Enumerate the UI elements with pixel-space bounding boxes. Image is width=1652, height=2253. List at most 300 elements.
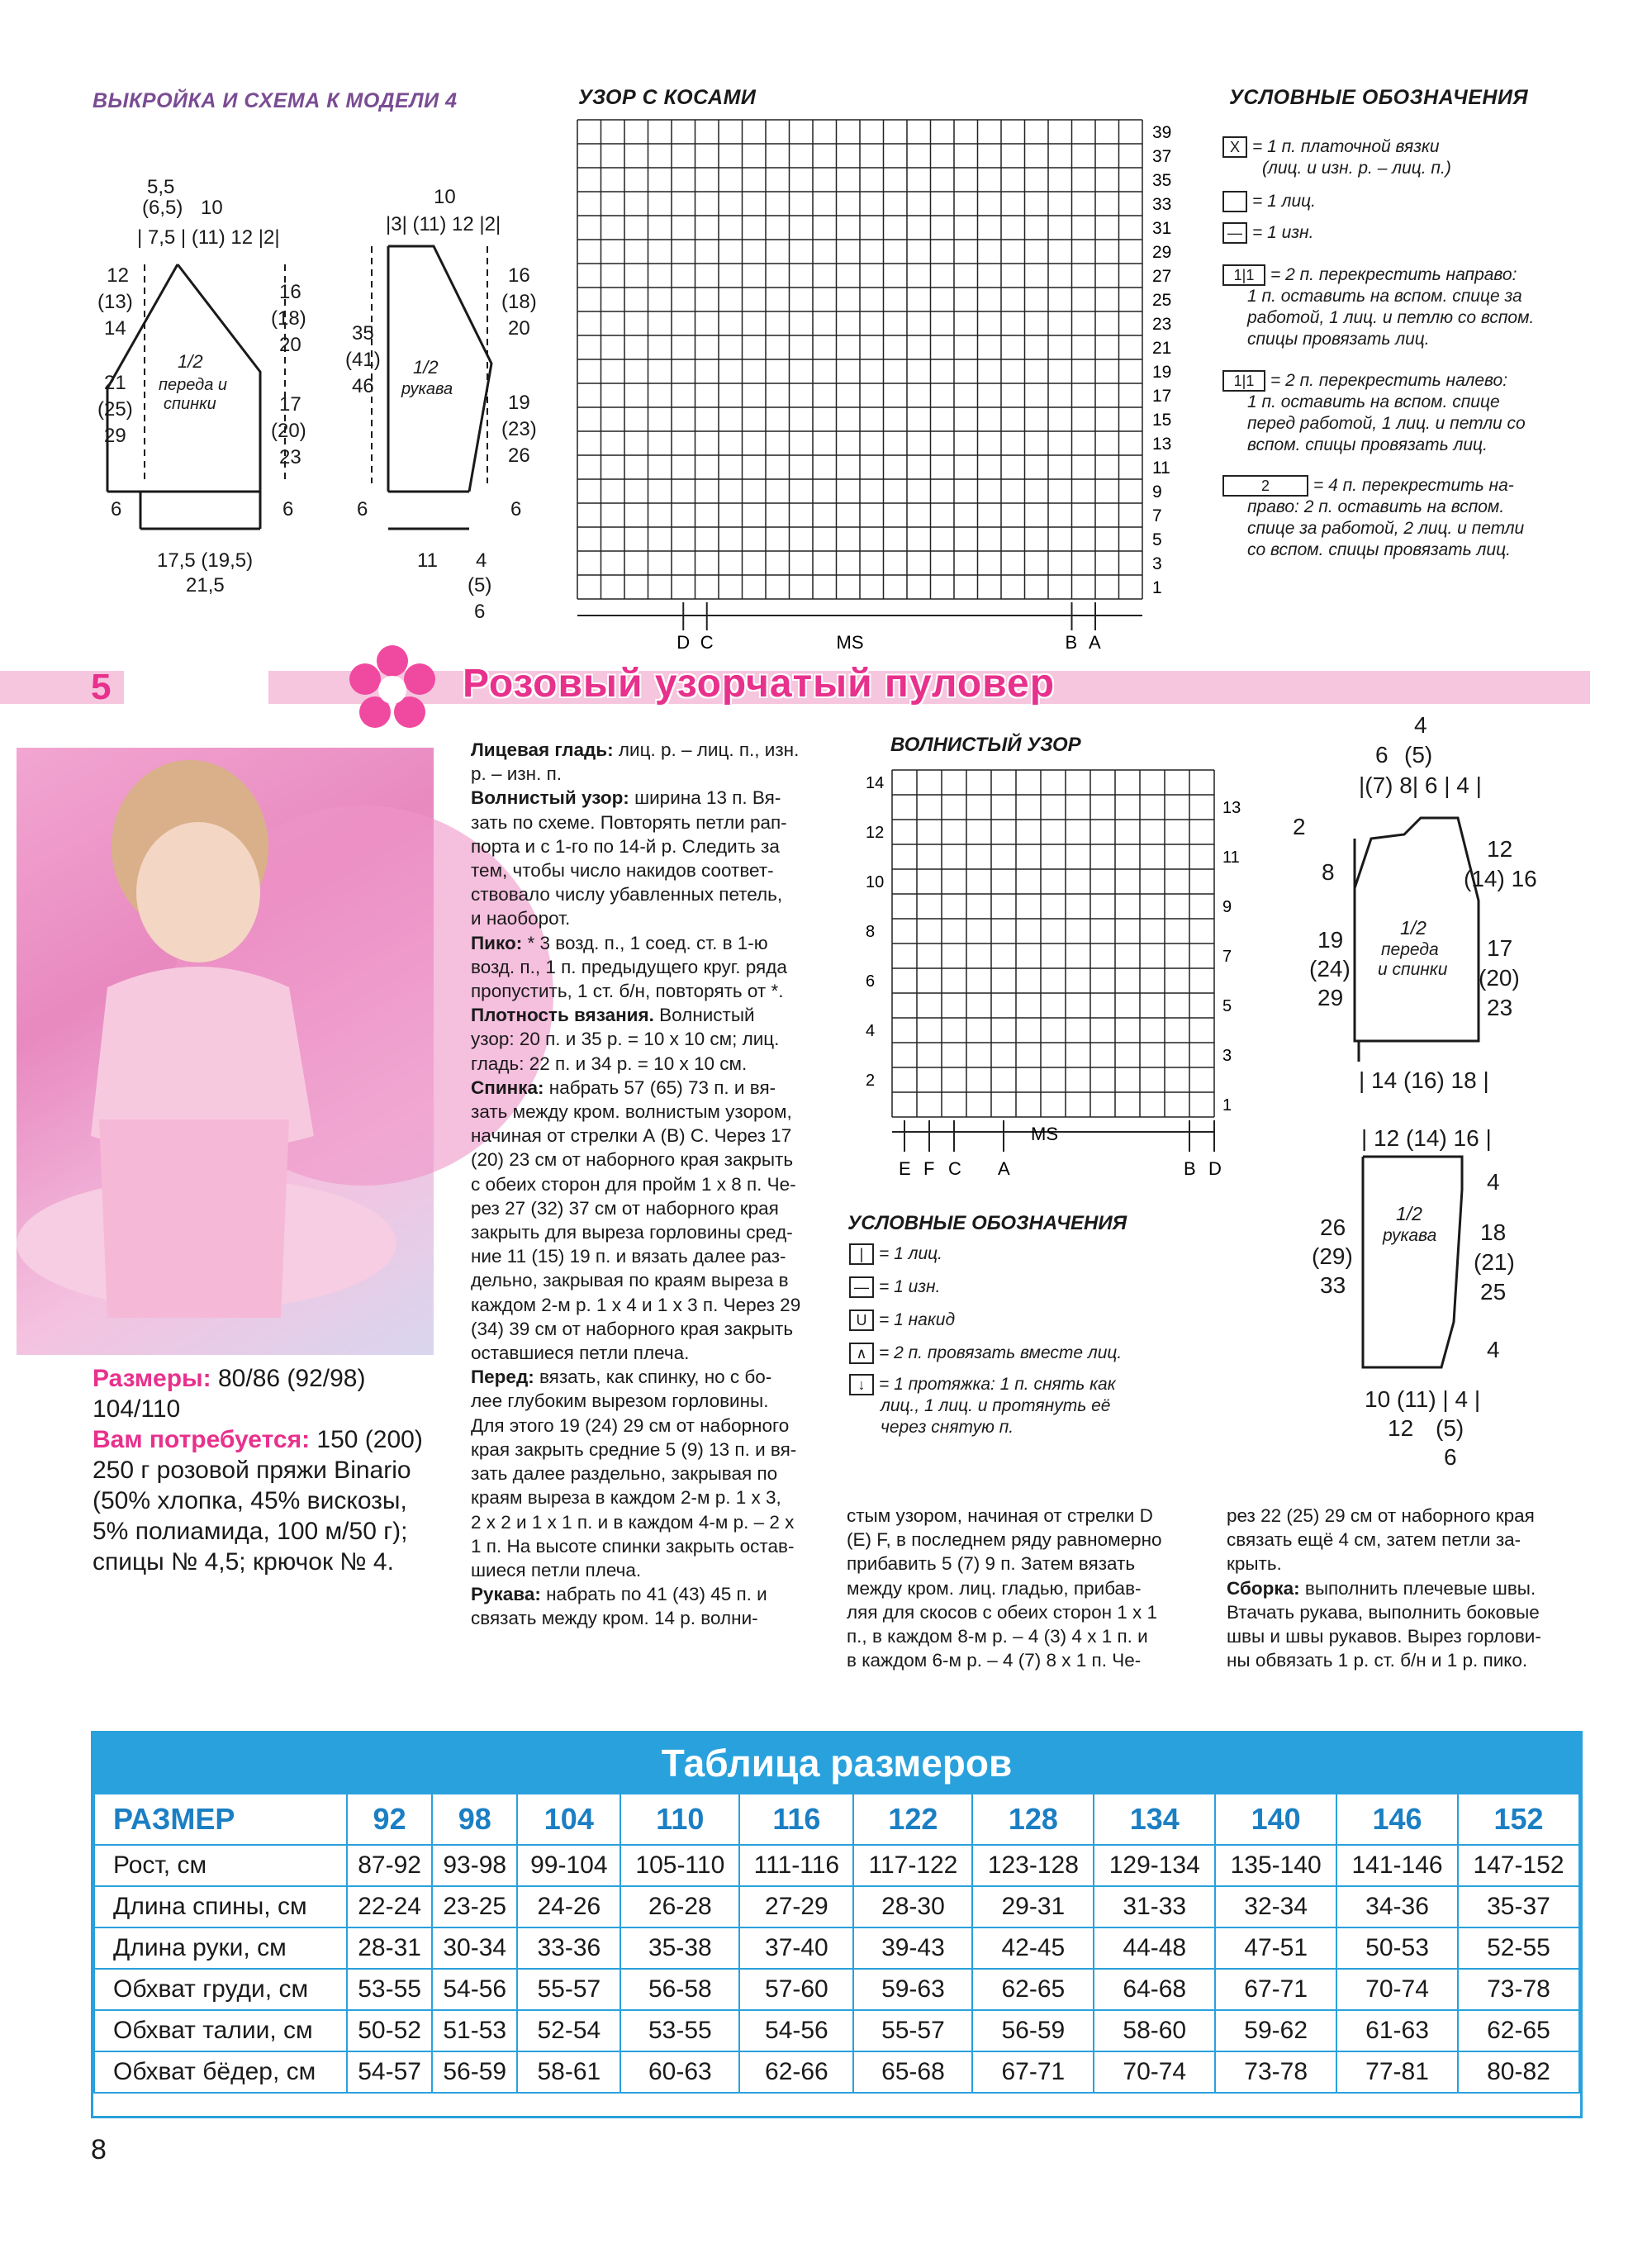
wave-arrow-label: B	[1184, 1158, 1196, 1179]
cable-chart	[576, 118, 1172, 653]
p1-top-b: (6,5)	[142, 197, 183, 219]
wave-chart-title: ВОЛНИСТЫЙ УЗОР	[890, 734, 1081, 756]
p1-right-5: (20)	[271, 420, 306, 442]
size-cell: 31-33	[1094, 1886, 1215, 1927]
text-bold: Рукава:	[471, 1584, 541, 1605]
text-line	[1227, 1504, 1582, 1528]
size-cell: 54-56	[739, 2010, 853, 2051]
text-line	[471, 1100, 824, 1124]
wave-row-number-right: 5	[1222, 997, 1232, 1015]
text-line	[471, 1076, 824, 1100]
text-body: р. – изн. п.	[471, 763, 563, 785]
p3-top-a: 4	[1414, 712, 1427, 738]
text-body: гладь: 22 п. и 34 р. = 10 x 10 см.	[471, 1053, 748, 1074]
need-line: 5% полиамида, 100 м/50 г);	[93, 1518, 408, 1545]
size-header-cell: 116	[739, 1794, 853, 1845]
p3-left-5: 29	[1317, 985, 1344, 1010]
p4-label: 1/2	[1396, 1203, 1422, 1224]
p4-right-1: 4	[1487, 1169, 1500, 1195]
text-body: ны обвязать 1 р. ст. б/н и 1 р. пико.	[1227, 1650, 1528, 1671]
text-body: ние 11 (15) 19 п. и вязать далее раз-	[471, 1246, 786, 1267]
size-cell: 93-98	[432, 1845, 517, 1886]
p3-left-3: 19	[1317, 927, 1344, 953]
size-cell: 73-78	[1215, 2051, 1336, 2093]
wave-row-number-right: 11	[1222, 848, 1240, 867]
size-cell: 62-66	[739, 2051, 853, 2093]
text-line	[471, 858, 824, 882]
text-body: лиц. р. – лиц. п., изн.	[613, 739, 800, 760]
p2-right-3: 20	[508, 317, 530, 340]
p4-right-2: 18	[1480, 1219, 1507, 1245]
cable-row-number: 25	[1152, 291, 1172, 310]
text-body: (34) 39 см от наборного края закрыть	[471, 1318, 794, 1339]
size-cell: 30-34	[432, 1927, 517, 1969]
legend-sym-knit	[1222, 191, 1247, 212]
size-cell: 61-63	[1336, 2010, 1458, 2051]
sizes-value: 80/86 (92/98)	[218, 1365, 366, 1392]
text-line	[471, 1196, 824, 1220]
p4-right-5: 4	[1487, 1337, 1500, 1362]
text-body: 1 п. На высоте спинки закрыть остав-	[471, 1535, 795, 1557]
text-line	[471, 1293, 824, 1317]
p2-right-5: (23)	[501, 418, 537, 440]
text-body: вязать, как спинку, но с бо-	[534, 1367, 772, 1388]
p3-right-3: 17	[1487, 935, 1513, 961]
text-line: стым узором, начиная от стрелки D	[847, 1505, 1153, 1526]
text-body: Для этого 19 (24) 29 см от наборного	[471, 1414, 790, 1436]
text-body: 2 x 2 и 1 x 1 п. и в каждом 4-м р. – 2 x	[471, 1511, 795, 1533]
text-bold: Сборка:	[1227, 1577, 1300, 1599]
text-body: тем, чтобы число накидов соответ-	[471, 860, 774, 882]
size-cell: 29-31	[972, 1886, 1094, 1927]
legend-sym-cable4: 2	[1222, 475, 1308, 497]
cable-arrow-label: MS	[836, 632, 864, 653]
instructions-column-2	[847, 1504, 1202, 1672]
size-header-cell: 92	[347, 1794, 432, 1845]
text-body: зать по схеме. Повторять петли рап-	[471, 811, 787, 833]
wave-row-number-left: 6	[866, 972, 876, 991]
legend-item-6: 2 = 4 п. перекрестить на- право: 2 п. оставить на вспом. спице за работой, 2 лиц. и петли со вспом. спицы провязать лиц.	[1222, 475, 1524, 561]
size-cell: 65-68	[853, 2051, 972, 2093]
size-cell: 39-43	[853, 1927, 972, 1969]
legend-item-3: — = 1 изн.	[1222, 222, 1313, 244]
p3-label2: переда	[1381, 940, 1439, 959]
p1-right-3: 20	[279, 334, 301, 356]
text-line	[471, 1220, 824, 1244]
cable-row-number: 19	[1152, 363, 1172, 382]
text-line: между кром. лиц. гладью, прибав-	[847, 1577, 1142, 1599]
text-body: ширина 13 п. Вя-	[629, 787, 781, 809]
text-bold: Пико:	[471, 932, 523, 953]
wave-ms-label: MS	[1031, 1124, 1058, 1144]
size-cell: 54-57	[347, 2051, 432, 2093]
p4-left-1: 26	[1320, 1214, 1346, 1240]
text-bold: Спинка:	[471, 1077, 544, 1098]
text-line	[471, 1606, 824, 1630]
text-line	[471, 1510, 824, 1534]
p3-right-5: 23	[1487, 995, 1513, 1020]
text-body: связать между кром. 14 р. волни-	[471, 1608, 758, 1629]
size-cell: 67-71	[1215, 1969, 1336, 2010]
p1-bottom-l: 6	[111, 498, 122, 520]
size-header-cell: 134	[1094, 1794, 1215, 1845]
size-table-title: Таблица размеров	[93, 1733, 1580, 1793]
need-value: 150 (200)	[316, 1426, 423, 1453]
text-body: зать далее раздельно, закрывая по	[471, 1463, 778, 1485]
text-line	[1227, 1528, 1582, 1552]
wave-row-number-left: 10	[866, 873, 885, 891]
size-cell: 57-60	[739, 1969, 853, 2010]
size-cell: 34-36	[1336, 1886, 1458, 1927]
wave-row-number-right: 9	[1222, 898, 1232, 916]
size-cell: 27-29	[739, 1886, 853, 1927]
p1-left-5: (25)	[97, 398, 133, 421]
cable-row-number: 21	[1152, 339, 1172, 358]
size-cell: 141-146	[1336, 1845, 1458, 1886]
legend-sym-cross-right: 1|1	[1222, 264, 1265, 286]
sizes-label: Размеры:	[93, 1365, 211, 1392]
cable-row-number: 35	[1152, 171, 1172, 190]
text-line	[471, 1052, 824, 1076]
text-line	[471, 1462, 824, 1485]
p2-label2: рукава	[401, 380, 453, 398]
legend-item-2: = 1 лиц.	[1222, 191, 1316, 212]
text-line	[471, 1244, 824, 1268]
legend-item-5: 1|1 = 2 п. перекрестить налево: 1 п. оставить на вспом. спице перед работой, 1 лиц. и петли со вспом. спицы провязать лиц.	[1222, 370, 1526, 456]
p1-bottom-a: 17,5 (19,5)	[157, 549, 254, 572]
size-table	[91, 1731, 1583, 2118]
p2-bottom-c: (5)	[468, 574, 492, 597]
text-body: (20) 23 см от наборного края закрыть	[471, 1149, 794, 1171]
text-body: * 3 возд. п., 1 соед. ст. в 1-ю	[522, 932, 768, 953]
text-line	[471, 1438, 824, 1462]
cable-row-number: 1	[1152, 578, 1162, 597]
p1-top-a: 5,5	[147, 176, 175, 198]
p1-top-d: | 7,5 | (11) 12 |2|	[137, 226, 280, 249]
size-table-row	[94, 1927, 1579, 1969]
heading-legend: УСЛОВНЫЕ ОБОЗНАЧЕНИЯ	[1229, 86, 1529, 109]
text-line: в каждом 6-м р. – 4 (7) 8 x 1 п. Че-	[847, 1650, 1142, 1671]
size-cell: 52-54	[517, 2010, 620, 2051]
text-line	[471, 979, 824, 1003]
size-cell: 28-30	[853, 1886, 972, 1927]
text-body: выполнить плечевые швы.	[1299, 1577, 1536, 1599]
cable-row-number: 9	[1152, 482, 1162, 501]
legend2-item-4: ∧ = 2 п. провязать вместе лиц.	[849, 1343, 1122, 1364]
text-line	[1227, 1624, 1582, 1648]
p4-right-4: 25	[1480, 1279, 1507, 1305]
p1-left-4: 21	[104, 372, 126, 394]
text-line	[471, 1341, 824, 1365]
text-body: края закрыть средние 5 (9) 13 п. и вя-	[471, 1438, 797, 1460]
size-cell: 135-140	[1215, 1845, 1336, 1886]
text-line	[1227, 1576, 1582, 1600]
text-line	[471, 906, 824, 930]
text-body: порта и с 1-го по 14-й р. Следить за	[471, 835, 780, 857]
cable-row-number: 39	[1152, 123, 1172, 142]
size-cell: 47-51	[1215, 1927, 1336, 1969]
model-title: Розовый узорчатый пуловер	[463, 662, 1056, 706]
text-line	[471, 1172, 824, 1196]
p3-top-b: 6	[1375, 742, 1389, 768]
text-line	[471, 1558, 824, 1582]
need-line: (50% хлопка, 45% вискозы,	[93, 1487, 407, 1514]
text-line	[471, 738, 824, 762]
text-line	[471, 1124, 824, 1148]
text-line	[471, 1365, 824, 1389]
model-photo	[17, 748, 434, 1355]
p2-left-3: 46	[352, 375, 374, 397]
text-bold: Волнистый узор:	[471, 787, 629, 809]
text-body: шиеся петли плеча.	[471, 1559, 642, 1580]
size-header-cell: 122	[853, 1794, 972, 1845]
wave-arrow-label: E	[899, 1158, 911, 1179]
text-body: лее глубоким вырезом горловины.	[471, 1390, 769, 1412]
size-table-header-row	[94, 1794, 1579, 1845]
cable-row-number: 33	[1152, 195, 1172, 214]
p4-bottom-a: 10 (11) | 4 |	[1365, 1386, 1481, 1412]
cable-arrow-label: A	[1089, 632, 1101, 653]
text-body: крыть.	[1227, 1553, 1282, 1575]
text-body: начиная от стрелки А (В) С. Через 17	[471, 1125, 792, 1147]
p2-left-2: (41)	[345, 349, 381, 371]
text-body: ствовало числу убавленных петель,	[471, 884, 783, 905]
p3-top-c: (5)	[1404, 742, 1433, 768]
p3-label3: и спинки	[1378, 960, 1448, 979]
size-header-cell: 110	[620, 1794, 739, 1845]
p3-right-2: (14) 16	[1464, 866, 1537, 891]
size-table-row	[94, 2010, 1579, 2051]
p2-label: 1/2	[413, 357, 439, 378]
p2-top-b: |3| (11) 12 |2|	[386, 213, 501, 235]
text-line	[471, 834, 824, 858]
p1-right-4: 17	[279, 393, 301, 416]
text-body: оставшиеся петли плеча.	[471, 1343, 690, 1364]
size-table-row	[94, 1845, 1579, 1886]
p3-left-1: 2	[1293, 814, 1306, 839]
size-header-cell: 146	[1336, 1794, 1458, 1845]
size-cell: 42-45	[972, 1927, 1094, 1969]
cable-row-number: 17	[1152, 387, 1172, 406]
legend-sym-x: X	[1222, 136, 1247, 158]
text-line	[471, 1389, 824, 1413]
text-body: набрать по 41 (43) 45 п. и	[540, 1584, 767, 1605]
size-cell: 52-55	[1458, 1927, 1579, 1969]
text-line	[471, 1268, 824, 1292]
instructions-column-1	[471, 738, 824, 1631]
p2-right-4: 19	[508, 392, 530, 414]
p2-bottom-l: 6	[357, 498, 368, 520]
size-cell: 53-55	[620, 2010, 739, 2051]
flower-icon	[347, 644, 438, 735]
text-line	[471, 1534, 824, 1558]
legend2-item-3: U = 1 накид	[849, 1309, 955, 1331]
sizes-value-2: 104/110	[93, 1395, 181, 1423]
cable-row-number: 5	[1152, 530, 1162, 549]
size-header-cell: 140	[1215, 1794, 1336, 1845]
cable-row-number: 11	[1152, 459, 1170, 478]
size-cell: 51-53	[432, 2010, 517, 2051]
size-cell: 59-62	[1215, 2010, 1336, 2051]
wave-row-number-left: 8	[866, 923, 876, 941]
text-line	[1227, 1648, 1582, 1672]
model-number: 5	[91, 667, 112, 707]
model-info	[93, 1363, 448, 1577]
text-bold: Перед:	[471, 1367, 534, 1388]
text-line	[471, 1317, 824, 1341]
size-cell: 44-48	[1094, 1927, 1215, 1969]
text-body: закрыть для выреза горловины сред-	[471, 1222, 793, 1243]
cable-row-number: 13	[1152, 435, 1172, 454]
text-body: зать между кром. волнистым узором,	[471, 1101, 792, 1123]
size-cell: 60-63	[620, 2051, 739, 2093]
cable-row-number: 23	[1152, 315, 1172, 334]
p3-right-1: 12	[1487, 836, 1513, 862]
p2-right-6: 26	[508, 444, 530, 467]
page-number: 8	[91, 2134, 107, 2165]
wave-row-number-right: 13	[1222, 799, 1241, 817]
cable-row-number: 37	[1152, 147, 1172, 166]
size-row-label: Обхват груди, см	[94, 1969, 347, 2010]
heading-pattern-model-4: ВЫКРОЙКА И СХЕМА К МОДЕЛИ 4	[93, 89, 458, 112]
need-label: Вам потребуется:	[93, 1426, 311, 1453]
size-cell: 55-57	[517, 1969, 620, 2010]
cable-row-number: 31	[1152, 219, 1172, 238]
text-line	[471, 1582, 824, 1606]
p3-left-2: 8	[1322, 859, 1335, 885]
text-line	[1227, 1600, 1582, 1624]
p4-label2: рукава	[1383, 1226, 1437, 1245]
size-cell: 56-59	[432, 2051, 517, 2093]
cable-row-number: 27	[1152, 267, 1172, 286]
p1-label2: переда и	[159, 376, 228, 394]
size-cell: 62-65	[972, 1969, 1094, 2010]
size-table-row	[94, 1969, 1579, 2010]
size-cell: 56-58	[620, 1969, 739, 2010]
p4-bottom-b: 12	[1388, 1415, 1414, 1441]
text-body: дельно, закрывая по краям выреза в	[471, 1270, 789, 1291]
text-body: набрать 57 (65) 73 п. и вя-	[544, 1077, 776, 1098]
p1-right-2: (18)	[271, 307, 306, 330]
size-cell: 35-37	[1458, 1886, 1579, 1927]
p2-bottom-d: 6	[474, 601, 486, 623]
text-line: (E) F, в последнем ряду равномерно	[847, 1529, 1162, 1551]
size-cell: 26-28	[620, 1886, 739, 1927]
legend-sym-purl: —	[1222, 222, 1247, 244]
text-line	[471, 1485, 824, 1509]
p2-right-2: (18)	[501, 291, 537, 313]
legend-item-4: 1|1 = 2 п. перекрестить направо: 1 п. оставить на вспом. спице за работой, 1 лиц. и петлю со вспом. спицы провязать лиц.	[1222, 264, 1534, 350]
p1-left-6: 29	[104, 425, 126, 447]
p1-left-2: (13)	[97, 291, 133, 313]
text-body: Втачать рукава, выполнить боковые	[1227, 1601, 1540, 1623]
size-cell: 37-40	[739, 1927, 853, 1969]
wave-row-number-left: 14	[866, 774, 885, 792]
text-body: каждом 2-м р. 1 x 4 и 1 x 3 п. Через 29	[471, 1294, 801, 1315]
text-body: швы и швы рукавов. Вырез горлови-	[1227, 1626, 1541, 1647]
instructions-column-3	[1227, 1504, 1582, 1672]
cable-row-number: 15	[1152, 411, 1172, 430]
p1-label: 1/2	[178, 351, 203, 372]
p1-right-1: 16	[279, 281, 301, 303]
size-cell: 117-122	[853, 1845, 972, 1886]
wave-row-number-left: 4	[866, 1022, 876, 1040]
legend2-item-5: ↓ = 1 протяжка: 1 п. снять как лиц., 1 лиц. и протянуть её через снятую п.	[849, 1374, 1116, 1438]
text-line	[471, 810, 824, 834]
size-table-grid	[93, 1793, 1580, 2094]
size-cell: 70-74	[1336, 1969, 1458, 2010]
text-line: п., в каждом 8-м р. – 4 (3) 4 x 1 п. и	[847, 1626, 1148, 1647]
text-line	[471, 1414, 824, 1438]
size-cell: 62-65	[1458, 2010, 1579, 2051]
p1-label3: спинки	[164, 395, 216, 413]
text-body: рез 22 (25) 29 см от наборного края	[1227, 1505, 1535, 1526]
size-table-row	[94, 1886, 1579, 1927]
size-cell: 73-78	[1458, 1969, 1579, 2010]
wave-chart	[859, 768, 1239, 1190]
text-line	[471, 1027, 824, 1051]
size-cell: 50-53	[1336, 1927, 1458, 1969]
legend2-item-2: — = 1 изн.	[849, 1276, 940, 1298]
photo-illustration	[17, 748, 434, 1355]
p2-bottom-a: 11	[417, 549, 438, 572]
size-header-cell: 98	[432, 1794, 517, 1845]
p3-left-4: (24)	[1309, 956, 1351, 982]
size-cell: 32-34	[1215, 1886, 1336, 1927]
text-line	[471, 762, 824, 786]
cable-arrow-label: C	[700, 632, 714, 653]
p3-top-d: |(7) 8| 6 | 4 |	[1359, 772, 1482, 798]
p1-bottom-b: 21,5	[186, 574, 225, 597]
legend-item-1: X = 1 п. платочной вязки (лиц. и изн. р. – лиц. п.)	[1222, 136, 1451, 179]
p4-left-3: 33	[1320, 1272, 1346, 1298]
size-cell: 80-82	[1458, 2051, 1579, 2093]
wave-arrow-label: A	[998, 1158, 1010, 1179]
wave-row-number-right: 7	[1222, 948, 1232, 966]
size-cell: 50-52	[347, 2010, 432, 2051]
size-cell: 129-134	[1094, 1845, 1215, 1886]
p2-left-1: 35	[352, 322, 374, 345]
size-cell: 59-63	[853, 1969, 972, 2010]
p1-left-3: 14	[104, 317, 126, 340]
wave-row-number-left: 2	[866, 1072, 876, 1090]
text-body: и наоборот.	[471, 908, 571, 929]
size-row-label: Длина руки, см	[94, 1927, 347, 1969]
size-cell: 67-71	[972, 2051, 1094, 2093]
legend-sym-cross-left: 1|1	[1222, 370, 1265, 392]
text-bold: Лицевая гладь:	[471, 739, 614, 760]
size-cell: 56-59	[972, 2010, 1094, 2051]
p2-bottom-r: 6	[510, 498, 522, 520]
text-line	[471, 1148, 824, 1172]
wave-row-number-right: 1	[1222, 1096, 1232, 1115]
cable-arrow-label: B	[1065, 632, 1078, 653]
p4-bottom-d: 6	[1444, 1444, 1457, 1470]
text-body: узор: 20 п. и 35 р. = 10 x 10 см; лиц.	[471, 1029, 780, 1050]
cable-row-number: 29	[1152, 243, 1172, 262]
text-body: рез 27 (32) 37 см от наборного края	[471, 1197, 779, 1219]
size-cell: 105-110	[620, 1845, 739, 1886]
size-cell: 99-104	[517, 1845, 620, 1886]
text-line	[471, 786, 824, 810]
size-cell: 55-57	[853, 2010, 972, 2051]
size-cell: 58-61	[517, 2051, 620, 2093]
cable-row-number: 3	[1152, 554, 1162, 573]
size-cell: 58-60	[1094, 2010, 1215, 2051]
size-cell: 123-128	[972, 1845, 1094, 1886]
p3-right-4: (20)	[1479, 965, 1520, 991]
p3-bottom: | 14 (16) 18 |	[1359, 1067, 1489, 1093]
